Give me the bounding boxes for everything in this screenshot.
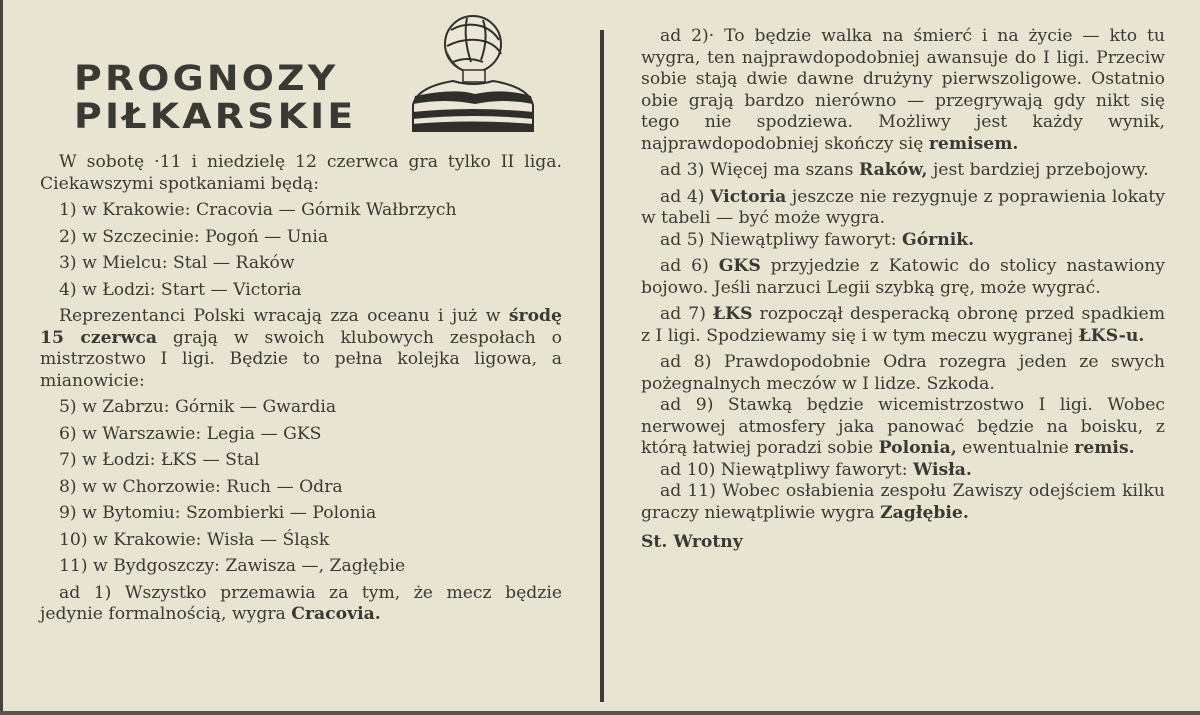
match-8: 8) w w Chorzowie: Ruch — Odra [59,476,343,497]
prediction-4 [641,187,1165,230]
bold-team: Cracovia. [291,604,381,624]
match-11: 11) w Bydgoszczy: Zawisza —, Zagłębie [59,556,406,576]
bold-team: GKS [718,256,761,276]
article-title [74,60,357,136]
left-column [40,152,562,631]
text: ad 10) Niewątpliwy faworyt: [660,459,913,480]
bold-team: Raków, [858,160,928,180]
bold-team: Zagłębie. [880,502,969,523]
match-4: 4) w Łodzi: Start — Victoria [59,279,302,300]
text: jeszcze nie rezygnuje z poprawienia lokaty w tabeli — być może wygra. [641,186,1165,228]
match-7: 7) w Łodzi: ŁKS — Stal [59,450,260,470]
text: ad 5) Niewątpliwy faworyt: [660,229,903,250]
title-line-1: PROGNOZY [74,59,339,99]
bold-team: Polonia, [878,438,957,458]
first-league-intro [40,306,562,392]
match-5: 5) w Zabrzu: Górnik — Gwardia [59,397,337,417]
prediction-7 [641,304,1165,347]
text: przyjedzie z Katowic do stolicy nastawiony bojowo. Jeśli narzuci Legii szybką grę, może wygrać. [641,256,1165,298]
bold-team: ŁKS-u. [1078,325,1145,346]
prediction-11 [641,481,1165,524]
text: ad 2)· To będzie walka na śmierć i na życie — kto tu wygra, ten najprawdopodobniej awansuje do I ligi. Przeciw sobie stają dwie dawne drużyny pierwszoligowe. Ostatnio obie grają bardzo nierówno — przegrywają gdy nikt się tego nie spodziewa. Możliwy jest każdy wynik, najprawdopodobniej skończy się [641,26,1165,154]
bold-team: ŁKS [712,304,753,324]
text: ad 7) [660,304,713,324]
text: jest bardziej przebojowy. [927,160,1149,180]
prediction-9 [641,395,1165,460]
prediction-5 [641,230,1165,252]
text: ad 6) [660,256,719,276]
match-3: 3) w Mielcu: Stal — Raków [59,253,295,273]
prediction-2 [641,26,1165,155]
match-2: 2) w Szczecinie: Pogoń — Unia [59,226,329,247]
bold-team: Wisła. [912,459,972,480]
right-column [641,26,1165,559]
bold-result: remis. [1074,438,1135,458]
bold-team: Górnik. [902,229,975,250]
football-player-icon [405,10,545,135]
text: Reprezentanci Polski wracają zza oceanu i już w [59,306,509,326]
prediction-1 [40,583,562,626]
column-divider [600,30,604,702]
prediction-8: ad 8) Prawdopodobnie Odra rozegra jeden ze swych pożegnalnych meczów w I lidze. Szkoda. [641,352,1165,394]
text: grają w swoich klubowych zespołach o mistrzostwo I ligi. Będzie to pełna kolejka ligowa, a mianowicie: [40,327,562,391]
prediction-3 [641,160,1165,182]
text: ad 1) Wszystko przemawia za tym, że mecz będzie jedynie formalnością, wygra [40,582,562,624]
title-line-2: PIŁKARSKIE [74,97,357,137]
bold-result: remisem. [928,133,1019,154]
bold-team: Victoria [710,186,787,207]
text: ad 11) Wobec osłabienia zespołu Zawiszy odejściem kilku graczy niewątpliwie wygra [641,481,1165,523]
text: ad 4) [660,186,711,207]
bold-date: środę 15 czerwca [40,306,562,348]
prediction-10 [641,460,1165,482]
match-10: 10) w Krakowie: Wisła — Śląsk [59,529,330,550]
author-signature: St. Wrotny [641,532,743,552]
text: ewentualnie [956,438,1075,458]
text: ad 9) Stawką będzie wicemistrzostwo I ligi. Wobec nerwowej atmosfery jaka panować będzie na boisku, z którą łatwiej poradzi sobie [641,395,1165,458]
match-1: 1) w Krakowie: Cracovia — Górnik Wałbrzych [59,200,457,220]
page-left-edge [0,0,3,715]
prediction-6 [641,256,1165,299]
match-6: 6) w Warszawie: Legia — GKS [59,423,322,444]
text: ad 3) Więcej ma szans [660,160,859,180]
text: rozpoczął desperacką obronę przed spadkiem z I ligi. Spodziewamy się i w tym meczu wygranej [641,304,1165,346]
intro-paragraph: W sobotę ·11 i niedzielę 12 czerwca gra tylko II liga. Ciekawszymi spotkaniami będą: [40,152,562,194]
page-bottom-edge [0,711,1200,715]
match-9: 9) w Bytomiu: Szombierki — Polonia [59,503,377,523]
